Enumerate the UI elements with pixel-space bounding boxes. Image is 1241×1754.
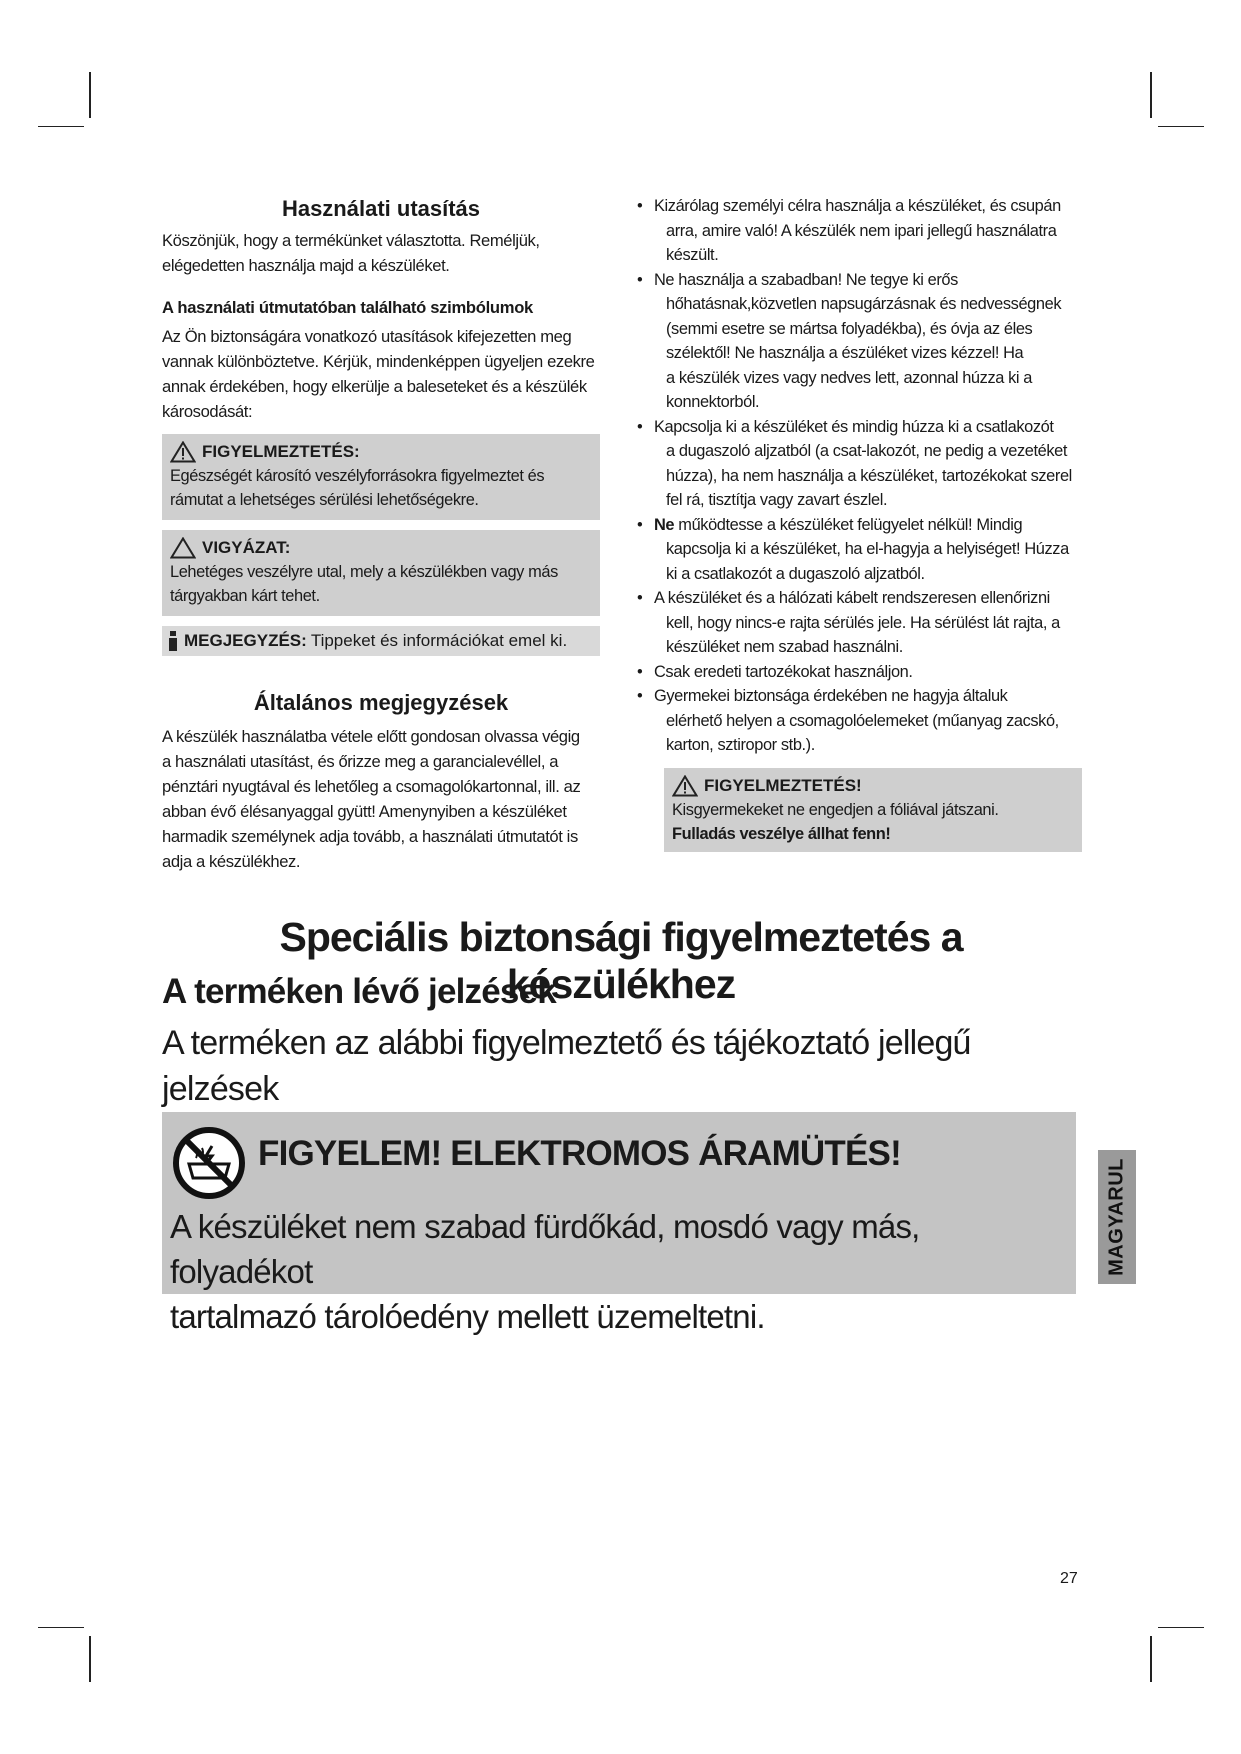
- language-tab: [1098, 1150, 1136, 1284]
- child-warning-line: Kisgyermekeket ne engedjen a fóliával játszani.: [672, 800, 999, 819]
- caution-line: Lehetéges veszélyre utal, mely a készülékben vagy más: [170, 563, 558, 581]
- list-item: • A készüléket és a hálózati kábelt rendszeresen ellenőrizni kell, hogy nincs-e rajta sérülés jele. Ha sérülést lát rajta, a készüléket nem szabad használni.: [636, 586, 1082, 660]
- crop-mark: [1158, 1627, 1204, 1628]
- symbols-line: károsodását:: [162, 402, 253, 421]
- child-warning-title: FIGYELMEZTETÉS!: [704, 775, 862, 795]
- no-bath-icon: [172, 1126, 246, 1200]
- crop-mark: [38, 1627, 84, 1628]
- right-column: [636, 194, 1082, 852]
- special-safety-title: Speciális biztonsági figyelmeztetés a készülékhez: [279, 914, 963, 1007]
- list-item: • Ne használja a szabadban! Ne tegye ki erős hőhatásnak,közvetlen napsugárzásnak és nedvességnek (semmi esetre se mártsa folyadékba), és óvja az éles szélektől! Ne használja a észüléket vizes kézzel! Ha a készülék vizes vagy nedves lett, azonnal húzza ki a konnektorból.: [636, 268, 1082, 415]
- note-label: MEGJEGYZÉS:: [184, 631, 307, 650]
- usage-title: Használati utasítás: [281, 196, 481, 221]
- warning-triangle-icon: [170, 441, 196, 463]
- symbols-line: Az Ön biztonságára vonatkozó utasítások kifejezetten meg: [162, 327, 572, 346]
- note-text: Tippeket és információkat emel ki.: [310, 631, 568, 650]
- symbols-line: vannak különböztetve. Kérjük, mindenképpen ügyeljen ezekre: [162, 352, 595, 371]
- list-item: • Kapcsolja ki a készüléket és mindig húzza ki a csatlakozót a dugaszoló aljzatból (a csat-lakozót, ne pedig a vezetéket húzza), ha nem használja a készüléket, tartozékokat szerel fel rá, tisztítja vagy zavart észlel.: [636, 415, 1082, 513]
- electric-shock-text: A készüléket nem szabad fürdőkád, mosdó vagy más, folyadékot tartalmazó tárolóedény mellett üzemeltetni.: [170, 1208, 920, 1335]
- warning-line: rámutat a lehetséges sérülési lehetőségekre.: [170, 491, 479, 509]
- page-number: 27: [1060, 1570, 1078, 1587]
- list-item: • Csak eredeti tartozékokat használjon.: [636, 660, 1082, 685]
- general-line: pénztári nyugtával és lehetőleg a csomagolókartonnal, ill. az: [162, 777, 581, 796]
- product-marks-intro: A terméken az alábbi figyelmeztető és tájékoztató jellegű jelzések: [162, 1024, 971, 1108]
- list-item: • Ne működtesse a készüléket felügyelet nélkül! Mindig kapcsolja ki a készüléket, ha el-hagyja a helyiséget! Húzza ki a csatlakozót a dugaszoló aljzatból.: [636, 513, 1082, 587]
- safety-list: [636, 194, 1082, 758]
- general-line: adja a készülékhez.: [162, 852, 301, 871]
- info-icon: [166, 630, 180, 652]
- list-item: • Kizárólag személyi célra használja a készüléket, és csupán arra, amire való! A készülék nem ipari jellegű használatra készült.: [636, 194, 1082, 268]
- electric-shock-title: FIGYELEM! ELEKTROMOS ÁRAMÜTÉS!: [258, 1134, 901, 1173]
- caution-triangle-icon: [170, 537, 196, 559]
- warning-triangle-icon: [672, 775, 698, 797]
- warning-box: [162, 434, 600, 520]
- child-warning-box: [664, 768, 1082, 852]
- general-line: a használati utasítást, és őrizze meg a garancialevéllel, a: [162, 752, 559, 771]
- warning-line: Egészségét károsító veszélyforrásokra figyelmeztet és: [170, 467, 545, 485]
- general-line: A készülék használatba vétele előtt gondosan olvassa végig: [162, 727, 580, 746]
- crop-mark: [38, 126, 84, 127]
- product-marks-title: A terméken lévő jelzések: [162, 972, 556, 1011]
- crop-mark: [1158, 126, 1204, 127]
- crop-mark: [89, 72, 91, 118]
- left-column: [162, 196, 600, 874]
- caution-title: VIGYÁZAT:: [202, 538, 291, 557]
- intro-line: Köszönjük, hogy a termékünket választotta. Reméljük,: [162, 231, 540, 250]
- child-warning-line-bold: Fulladás veszélye állhat fenn!: [672, 824, 891, 843]
- intro-line: elégedetten használja majd a készüléket.: [162, 256, 450, 275]
- symbols-line: annak érdekében, hogy elkerülje a baleseteket és a készülék: [162, 377, 587, 396]
- electric-shock-warning-box: [162, 1112, 1076, 1335]
- list-item: • Gyermekei biztonsága érdekében ne hagyja általuk elérhető helyen a csomagolóelemeket (műanyag zacskó, karton, sztiropor stb.).: [636, 684, 1082, 758]
- crop-mark: [1150, 1636, 1152, 1682]
- general-line: abban évő élésanyaggal gyütt! Amenynyiben a készüléket: [162, 802, 567, 821]
- note-box: [162, 626, 600, 656]
- general-line: harmadik személynek adja tovább, a használati útmutatót is: [162, 827, 578, 846]
- crop-mark: [1150, 72, 1152, 118]
- caution-box: [162, 530, 600, 616]
- language-tab-label: MAGYARUL: [1105, 1158, 1128, 1276]
- symbols-heading: A használati útmutatóban található szimbólumok: [162, 298, 533, 317]
- warning-title: FIGYELMEZTETÉS:: [202, 442, 360, 461]
- crop-mark: [89, 1636, 91, 1682]
- general-title: Általános megjegyzések: [253, 690, 509, 715]
- caution-line: tárgyakban kárt tehet.: [170, 587, 320, 605]
